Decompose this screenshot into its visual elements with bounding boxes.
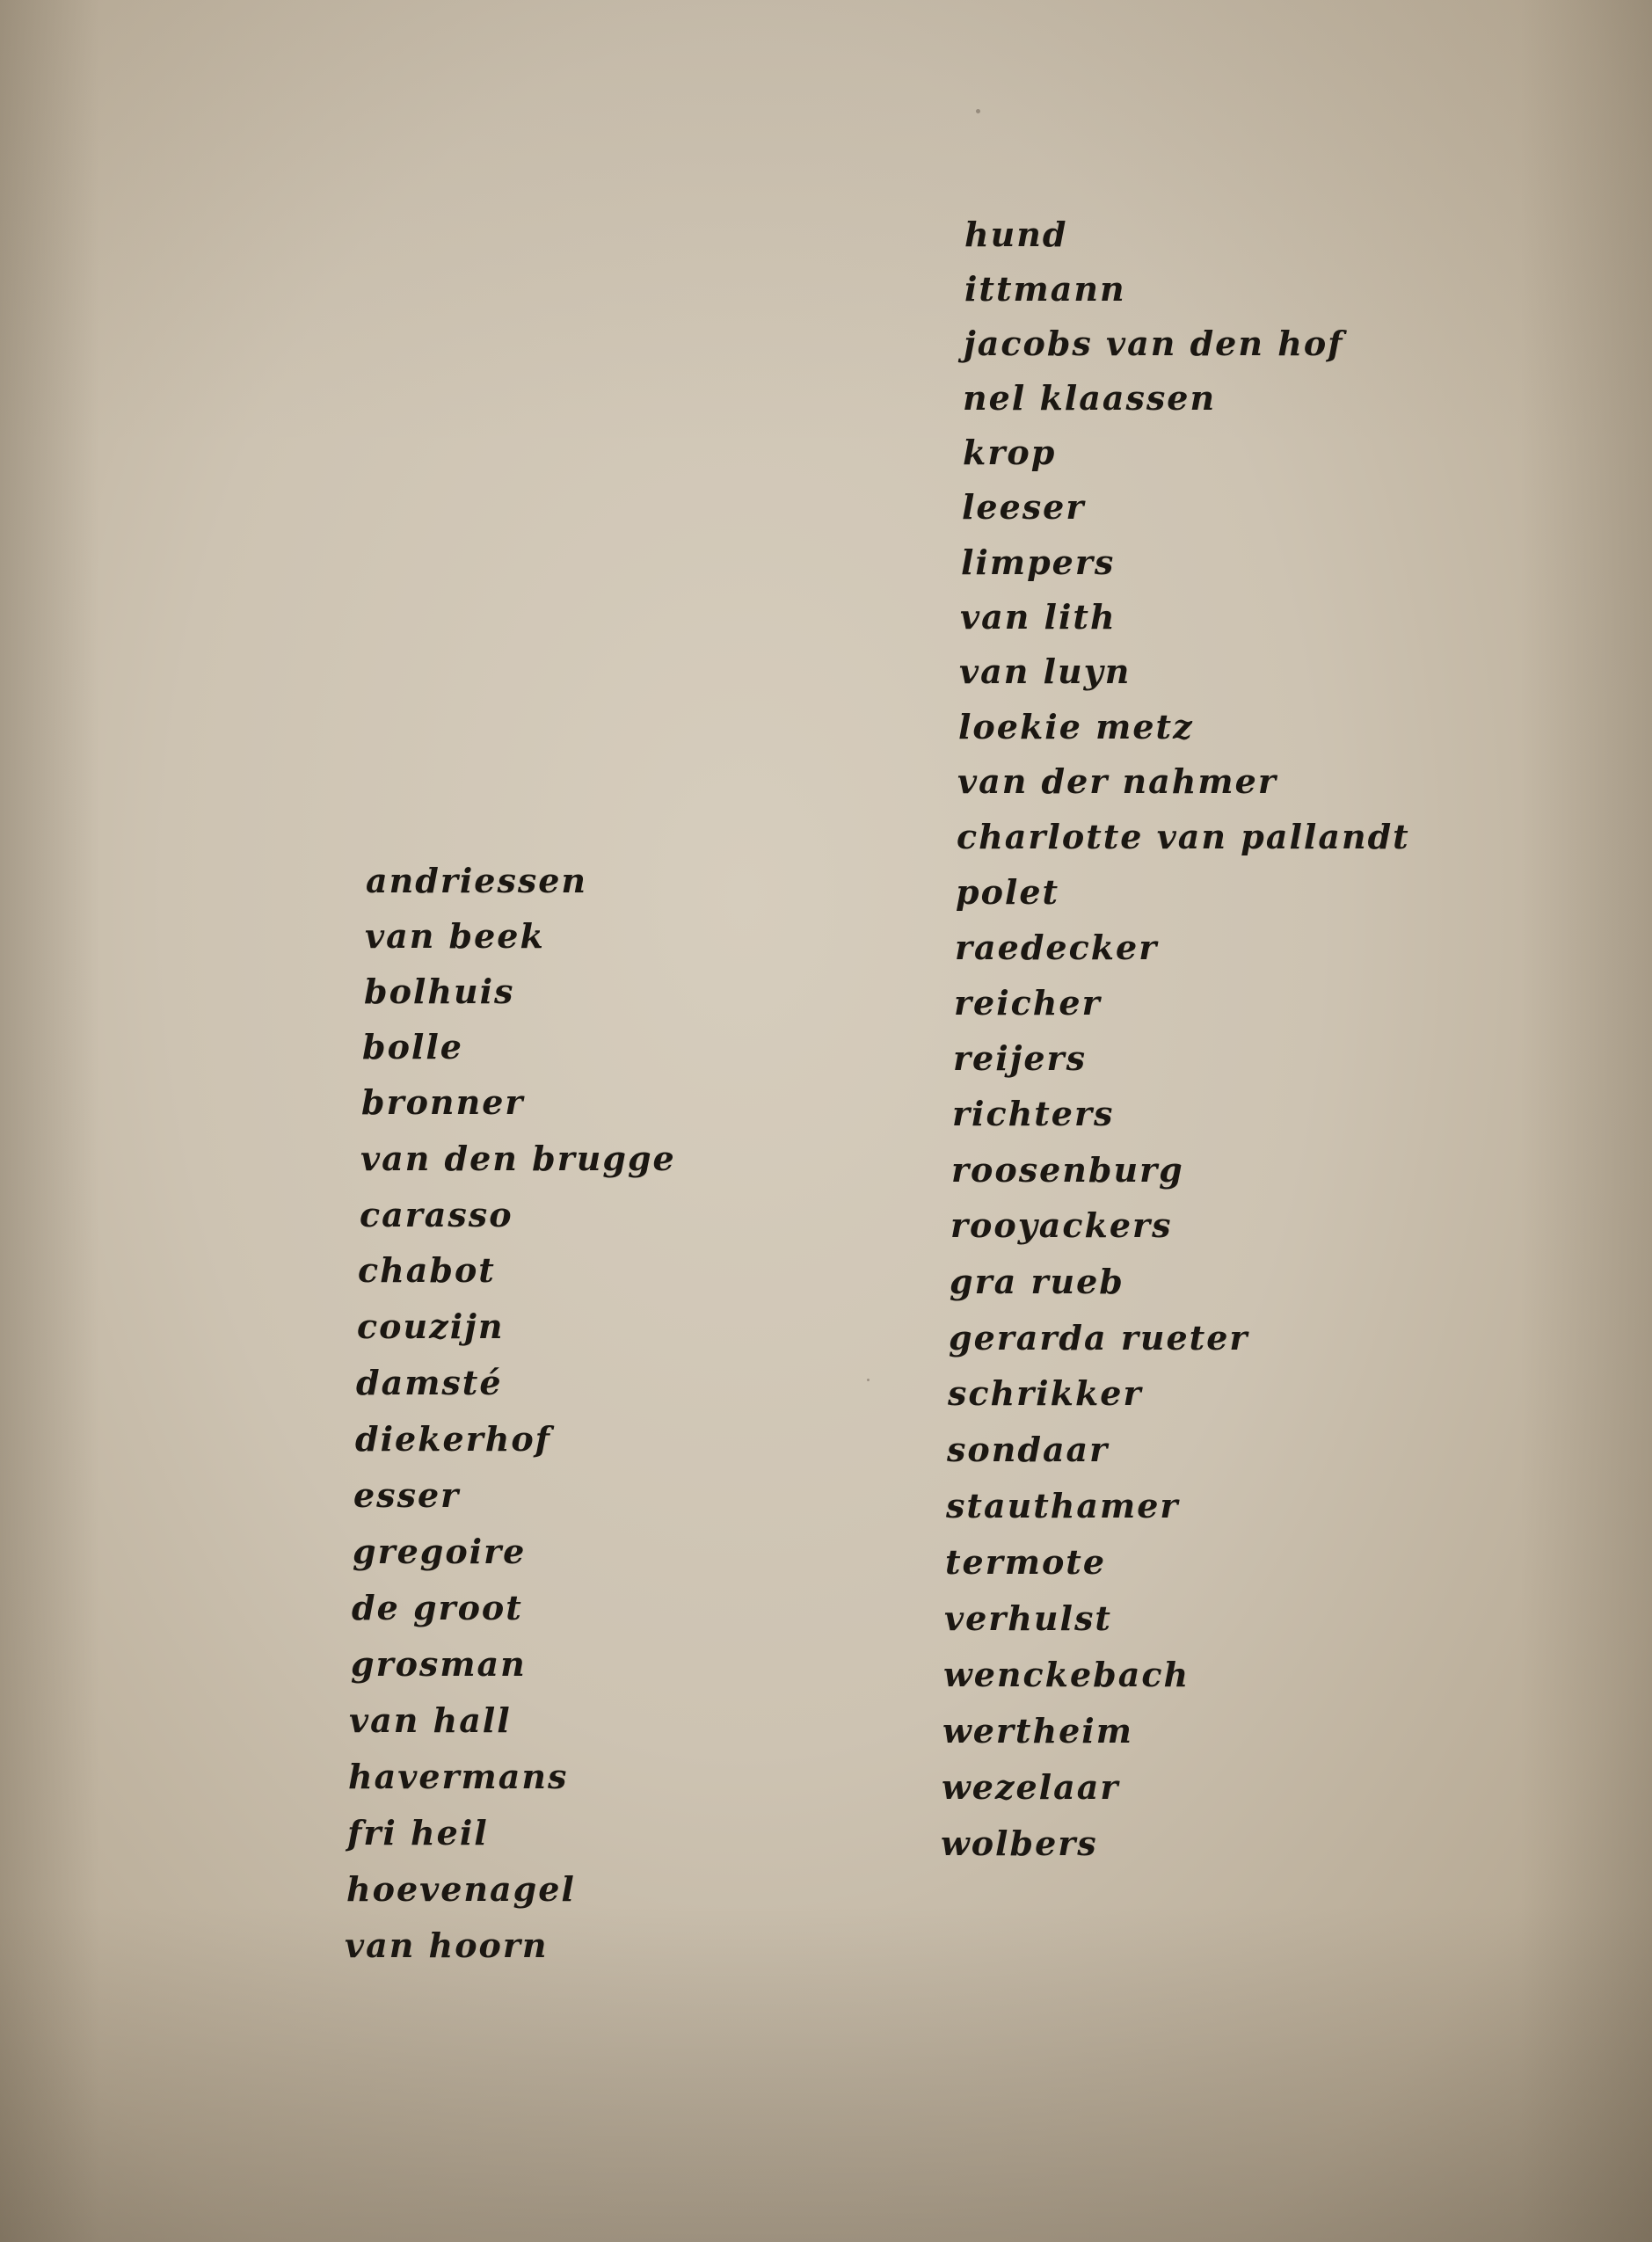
name-entry: fri heil (347, 1813, 489, 1853)
name-entry: gregoire (353, 1532, 527, 1571)
name-entry: leeser (962, 487, 1086, 527)
paper-speck (976, 109, 980, 113)
name-entry: sondaar (947, 1430, 1110, 1469)
name-entry: stauthamer (946, 1486, 1180, 1525)
name-entry: wolbers (941, 1823, 1098, 1863)
name-entry: diekerhof (355, 1419, 552, 1459)
paper-speck (867, 1379, 870, 1381)
name-entry: van hall (349, 1700, 512, 1740)
name-entry: krop (963, 433, 1057, 472)
name-entry: van luyn (959, 651, 1132, 691)
name-entry: van lith (960, 597, 1117, 637)
name-entry: bolle (362, 1027, 463, 1066)
name-entry: roosenburg (951, 1150, 1184, 1190)
name-entry: andriessen (366, 861, 588, 900)
name-entry: esser (353, 1475, 461, 1515)
name-entry: carasso (360, 1195, 513, 1234)
name-entry: couzijn (357, 1307, 505, 1346)
name-entry: reijers (953, 1038, 1087, 1078)
name-entry: bronner (361, 1082, 525, 1122)
name-entry: de groot (352, 1588, 523, 1627)
name-entry: wezelaar (942, 1767, 1120, 1807)
name-entry: van hoorn (345, 1925, 549, 1965)
name-entry: van den brugge (360, 1139, 676, 1178)
name-entry: damsté (356, 1363, 503, 1402)
name-entry: hund (964, 215, 1068, 254)
name-entry: verhulst (944, 1598, 1112, 1638)
name-entry: reicher (954, 983, 1102, 1023)
name-entry: van der nahmer (957, 761, 1277, 801)
name-entry: bolhuis (364, 972, 515, 1011)
name-entry: limpers (961, 542, 1116, 582)
name-entry: gerarda rueter (949, 1318, 1249, 1358)
name-entry: jacobs van den hof (964, 324, 1344, 363)
name-entry: grosman (351, 1644, 527, 1684)
name-entry: rooyackers (950, 1205, 1173, 1245)
name-entry: nel klaassen (963, 378, 1217, 418)
name-entry: wenckebach (943, 1655, 1190, 1694)
name-entry: charlotte van pallandt (957, 817, 1410, 856)
name-entry: havermans (348, 1757, 569, 1796)
name-entry: wertheim (942, 1711, 1133, 1751)
name-entry: van beek (365, 916, 545, 956)
name-entry: gra rueb (950, 1262, 1124, 1301)
name-entry: ittmann (964, 269, 1126, 309)
name-entry: richters (952, 1094, 1115, 1133)
name-entry: loekie metz (958, 707, 1194, 746)
name-entry: termote (945, 1542, 1107, 1582)
name-entry: raedecker (955, 928, 1159, 967)
name-entry: hoevenagel (346, 1869, 576, 1909)
name-entry: chabot (358, 1250, 496, 1290)
name-entry: schrikker (948, 1373, 1143, 1413)
name-entry: polet (956, 872, 1060, 912)
